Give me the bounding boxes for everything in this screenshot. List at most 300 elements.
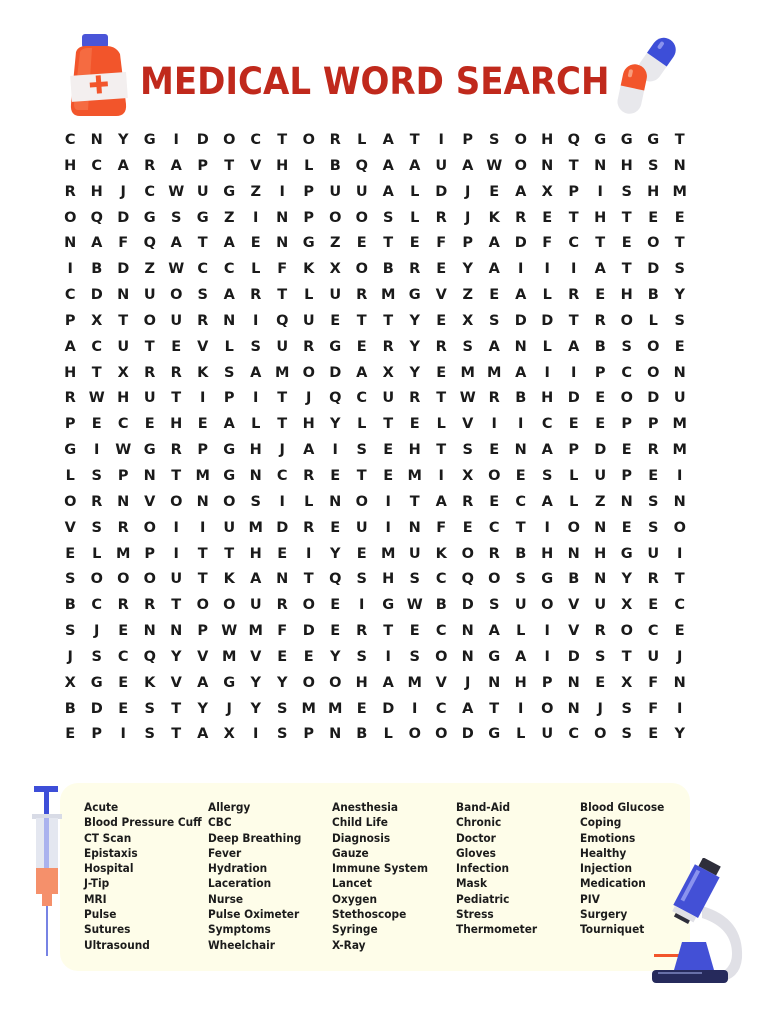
grid-cell[interactable]: I xyxy=(385,493,391,510)
grid-cell[interactable]: S xyxy=(277,700,288,717)
grid-cell[interactable]: N xyxy=(276,235,289,252)
grid-cell[interactable]: F xyxy=(277,623,288,640)
grid-cell[interactable]: D xyxy=(302,623,315,640)
grid-cell[interactable]: V xyxy=(462,416,474,433)
grid-cell[interactable]: B xyxy=(435,597,447,614)
grid-cell[interactable]: H xyxy=(541,132,554,148)
grid-cell[interactable]: A xyxy=(488,261,500,278)
grid-cell[interactable]: P xyxy=(647,416,659,433)
grid-cell[interactable]: H xyxy=(541,390,554,407)
grid-cell[interactable]: T xyxy=(197,235,208,252)
grid-cell[interactable]: S xyxy=(409,571,420,588)
grid-cell[interactable]: E xyxy=(409,235,420,252)
grid-cell[interactable]: Q xyxy=(143,235,156,252)
grid-cell[interactable]: Y xyxy=(409,364,420,381)
grid-cell[interactable]: I xyxy=(200,390,206,407)
grid-cell[interactable]: H xyxy=(594,545,607,562)
grid-cell[interactable]: L xyxy=(251,261,261,278)
grid-cell[interactable]: R xyxy=(170,364,182,381)
grid-cell[interactable]: D xyxy=(90,287,103,304)
grid-cell[interactable]: R xyxy=(356,287,368,304)
grid-cell[interactable]: A xyxy=(462,700,474,717)
grid-cell[interactable]: P xyxy=(91,726,103,743)
grid-cell[interactable]: C xyxy=(541,416,553,433)
grid-cell[interactable]: H xyxy=(64,157,77,174)
grid-cell[interactable]: E xyxy=(330,623,341,640)
grid-cell[interactable]: O xyxy=(302,364,315,381)
grid-cell[interactable]: H xyxy=(276,157,289,174)
grid-cell[interactable]: C xyxy=(117,648,129,665)
grid-cell[interactable]: O xyxy=(143,312,156,329)
grid-cell[interactable]: O xyxy=(435,726,448,743)
grid-cell[interactable]: H xyxy=(514,674,527,691)
grid-cell[interactable]: U xyxy=(196,183,209,200)
grid-cell[interactable]: E xyxy=(621,235,632,252)
grid-cell[interactable]: U xyxy=(514,597,527,614)
grid-cell[interactable]: O xyxy=(302,132,315,148)
grid-cell[interactable]: T xyxy=(277,287,288,304)
grid-cell[interactable]: X xyxy=(223,726,235,743)
grid-cell[interactable]: C xyxy=(64,132,76,148)
grid-cell[interactable]: F xyxy=(118,235,129,252)
grid-cell[interactable]: V xyxy=(170,674,182,691)
grid-cell[interactable]: M xyxy=(672,442,687,459)
grid-cell[interactable]: C xyxy=(488,519,500,536)
grid-cell[interactable]: S xyxy=(91,648,102,665)
grid-cell[interactable]: L xyxy=(569,493,579,510)
grid-cell[interactable]: Z xyxy=(223,209,235,226)
grid-cell[interactable]: A xyxy=(382,183,394,200)
grid-cell[interactable]: G xyxy=(302,235,315,252)
grid-cell[interactable]: U xyxy=(329,183,342,200)
grid-cell[interactable]: S xyxy=(515,571,526,588)
grid-cell[interactable]: R xyxy=(594,623,606,640)
grid-cell[interactable]: V xyxy=(250,648,262,665)
grid-cell[interactable]: D xyxy=(647,261,660,278)
grid-cell[interactable]: T xyxy=(144,338,155,355)
grid-cell[interactable]: Q xyxy=(355,157,368,174)
grid-cell[interactable]: S xyxy=(144,700,155,717)
grid-cell[interactable]: B xyxy=(91,261,103,278)
grid-cell[interactable]: E xyxy=(277,545,288,562)
grid-cell[interactable]: E xyxy=(621,442,632,459)
grid-cell[interactable]: O xyxy=(673,519,686,536)
grid-cell[interactable]: S xyxy=(65,571,76,588)
grid-cell[interactable]: N xyxy=(514,338,527,355)
grid-cell[interactable]: C xyxy=(356,390,368,407)
grid-cell[interactable]: S xyxy=(197,287,208,304)
grid-cell[interactable]: H xyxy=(64,364,77,381)
grid-cell[interactable]: N xyxy=(673,493,686,510)
grid-cell[interactable]: I xyxy=(677,545,683,562)
grid-cell[interactable]: U xyxy=(302,312,315,329)
grid-cell[interactable]: G xyxy=(143,442,156,459)
grid-cell[interactable]: A xyxy=(435,493,447,510)
grid-cell[interactable]: A xyxy=(197,674,209,691)
grid-cell[interactable]: E xyxy=(436,364,447,381)
grid-cell[interactable]: O xyxy=(170,287,183,304)
grid-cell[interactable]: Y xyxy=(277,674,288,691)
grid-cell[interactable]: R xyxy=(91,493,103,510)
grid-cell[interactable]: I xyxy=(306,545,312,562)
grid-cell[interactable]: N xyxy=(673,157,686,174)
grid-cell[interactable]: E xyxy=(648,726,659,743)
grid-cell[interactable]: O xyxy=(488,467,501,484)
grid-cell[interactable]: R xyxy=(117,519,129,536)
grid-cell[interactable]: U xyxy=(223,519,236,536)
grid-cell[interactable]: I xyxy=(438,132,444,148)
grid-cell[interactable]: X xyxy=(329,261,341,278)
grid-cell[interactable]: I xyxy=(120,726,126,743)
grid-cell[interactable]: D xyxy=(567,648,580,665)
grid-cell[interactable]: E xyxy=(462,519,473,536)
grid-cell[interactable]: E xyxy=(489,493,500,510)
grid-cell[interactable]: I xyxy=(200,519,206,536)
grid-cell[interactable]: E xyxy=(330,519,341,536)
grid-cell[interactable]: T xyxy=(436,390,447,407)
grid-cell[interactable]: N xyxy=(514,442,527,459)
grid-cell[interactable]: W xyxy=(168,183,185,200)
grid-cell[interactable]: C xyxy=(117,416,129,433)
grid-cell[interactable]: O xyxy=(355,261,368,278)
grid-cell[interactable]: U xyxy=(276,338,289,355)
grid-cell[interactable]: E xyxy=(118,700,129,717)
grid-cell[interactable]: R xyxy=(409,390,421,407)
grid-cell[interactable]: P xyxy=(621,416,633,433)
grid-cell[interactable]: J xyxy=(226,700,232,717)
grid-cell[interactable]: Y xyxy=(197,700,208,717)
grid-cell[interactable]: L xyxy=(304,287,314,304)
grid-cell[interactable]: F xyxy=(648,674,659,691)
grid-cell[interactable]: D xyxy=(461,726,474,743)
grid-cell[interactable]: B xyxy=(515,390,527,407)
grid-cell[interactable]: I xyxy=(518,261,524,278)
grid-cell[interactable]: R xyxy=(170,442,182,459)
grid-cell[interactable]: G xyxy=(223,183,236,200)
grid-cell[interactable]: B xyxy=(64,597,76,614)
grid-cell[interactable]: S xyxy=(674,312,685,329)
grid-cell[interactable]: M xyxy=(672,416,687,433)
grid-cell[interactable]: F xyxy=(542,235,553,252)
grid-cell[interactable]: L xyxy=(542,287,552,304)
grid-cell[interactable]: E xyxy=(489,287,500,304)
grid-cell[interactable]: L xyxy=(516,623,526,640)
grid-cell[interactable]: G xyxy=(223,674,236,691)
grid-cell[interactable]: I xyxy=(385,648,391,665)
grid-cell[interactable]: E xyxy=(330,467,341,484)
grid-cell[interactable]: A xyxy=(515,183,527,200)
grid-cell[interactable]: P xyxy=(197,442,209,459)
grid-cell[interactable]: I xyxy=(332,442,338,459)
grid-cell[interactable]: Q xyxy=(329,390,342,407)
grid-cell[interactable]: A xyxy=(382,674,394,691)
grid-cell[interactable]: L xyxy=(92,545,102,562)
grid-cell[interactable]: O xyxy=(196,597,209,614)
grid-cell[interactable]: S xyxy=(674,261,685,278)
grid-cell[interactable]: O xyxy=(302,597,315,614)
grid-cell[interactable]: B xyxy=(647,287,659,304)
grid-cell[interactable]: N xyxy=(567,545,580,562)
grid-cell[interactable]: T xyxy=(171,726,182,743)
grid-cell[interactable]: A xyxy=(197,726,209,743)
grid-cell[interactable]: Q xyxy=(329,571,342,588)
grid-cell[interactable]: E xyxy=(595,390,606,407)
grid-cell[interactable]: E xyxy=(197,416,208,433)
grid-cell[interactable]: F xyxy=(436,519,447,536)
grid-cell[interactable]: O xyxy=(514,132,527,148)
grid-cell[interactable]: U xyxy=(594,467,607,484)
grid-cell[interactable]: E xyxy=(674,623,685,640)
grid-cell[interactable]: C xyxy=(568,726,580,743)
grid-cell[interactable]: M xyxy=(407,674,422,691)
grid-cell[interactable]: A xyxy=(568,338,580,355)
grid-cell[interactable]: U xyxy=(170,571,183,588)
grid-cell[interactable]: T xyxy=(568,209,579,226)
grid-cell[interactable]: R xyxy=(435,209,447,226)
grid-cell[interactable]: N xyxy=(276,209,289,226)
grid-cell[interactable]: R xyxy=(197,312,209,329)
grid-cell[interactable]: R xyxy=(64,183,76,200)
grid-cell[interactable]: U xyxy=(329,287,342,304)
grid-cell[interactable]: Y xyxy=(330,545,341,562)
grid-cell[interactable]: E xyxy=(118,674,129,691)
grid-cell[interactable]: T xyxy=(436,442,447,459)
grid-cell[interactable]: T xyxy=(356,467,367,484)
grid-cell[interactable]: Z xyxy=(329,235,341,252)
grid-cell[interactable]: V xyxy=(568,597,580,614)
grid-cell[interactable]: I xyxy=(359,597,365,614)
grid-cell[interactable]: T xyxy=(383,312,394,329)
grid-cell[interactable]: C xyxy=(91,157,103,174)
grid-cell[interactable]: T xyxy=(277,416,288,433)
grid-cell[interactable]: S xyxy=(356,571,367,588)
grid-cell[interactable]: X xyxy=(382,364,394,381)
grid-cell[interactable]: E xyxy=(65,726,76,743)
grid-cell[interactable]: E xyxy=(595,416,606,433)
grid-cell[interactable]: O xyxy=(64,209,77,226)
grid-cell[interactable]: N xyxy=(249,467,262,484)
grid-cell[interactable]: X xyxy=(64,674,76,691)
grid-cell[interactable]: P xyxy=(568,442,580,459)
grid-cell[interactable]: P xyxy=(64,416,76,433)
grid-cell[interactable]: O xyxy=(647,364,660,381)
grid-cell[interactable]: B xyxy=(64,700,76,717)
grid-cell[interactable]: Q xyxy=(90,209,103,226)
grid-cell[interactable]: S xyxy=(91,519,102,536)
grid-cell[interactable]: R xyxy=(303,519,315,536)
grid-cell[interactable]: U xyxy=(170,312,183,329)
grid-cell[interactable]: A xyxy=(250,571,262,588)
grid-cell[interactable]: I xyxy=(253,312,259,329)
grid-cell[interactable]: E xyxy=(489,442,500,459)
grid-cell[interactable]: T xyxy=(409,493,420,510)
grid-cell[interactable]: A xyxy=(541,442,553,459)
grid-cell[interactable]: U xyxy=(435,157,448,174)
grid-cell[interactable]: N xyxy=(567,674,580,691)
grid-cell[interactable]: H xyxy=(541,545,554,562)
grid-cell[interactable]: I xyxy=(173,545,179,562)
grid-cell[interactable]: E xyxy=(277,648,288,665)
grid-cell[interactable]: R xyxy=(515,209,527,226)
grid-cell[interactable]: U xyxy=(673,390,686,407)
grid-cell[interactable]: N xyxy=(329,726,342,743)
grid-cell[interactable]: T xyxy=(303,571,314,588)
grid-cell[interactable]: T xyxy=(171,597,182,614)
grid-cell[interactable]: U xyxy=(647,648,660,665)
grid-cell[interactable]: T xyxy=(383,235,394,252)
grid-cell[interactable]: M xyxy=(195,467,210,484)
grid-cell[interactable]: O xyxy=(620,390,633,407)
grid-cell[interactable]: T xyxy=(197,571,208,588)
grid-cell[interactable]: V xyxy=(197,338,209,355)
grid-cell[interactable]: P xyxy=(64,312,76,329)
grid-cell[interactable]: A xyxy=(594,261,606,278)
grid-cell[interactable]: R xyxy=(647,442,659,459)
grid-cell[interactable]: N xyxy=(408,519,421,536)
grid-cell[interactable]: D xyxy=(90,700,103,717)
grid-cell[interactable]: A xyxy=(488,338,500,355)
grid-cell[interactable]: J xyxy=(120,183,126,200)
grid-cell[interactable]: M xyxy=(301,700,316,717)
grid-cell[interactable]: M xyxy=(328,700,343,717)
grid-cell[interactable]: I xyxy=(253,390,259,407)
grid-cell[interactable]: Y xyxy=(674,287,685,304)
grid-cell[interactable]: E xyxy=(568,416,579,433)
grid-cell[interactable]: Z xyxy=(144,261,155,278)
grid-cell[interactable]: T xyxy=(409,132,420,148)
grid-cell[interactable]: G xyxy=(143,209,156,226)
grid-cell[interactable]: N xyxy=(620,493,633,510)
grid-cell[interactable]: L xyxy=(542,338,552,355)
grid-cell[interactable]: J xyxy=(279,442,285,459)
grid-cell[interactable]: P xyxy=(594,364,606,381)
grid-cell[interactable]: O xyxy=(117,571,130,588)
grid-cell[interactable]: W xyxy=(221,623,238,640)
grid-cell[interactable]: Y xyxy=(330,648,341,665)
grid-cell[interactable]: T xyxy=(621,209,632,226)
grid-cell[interactable]: N xyxy=(594,519,607,536)
grid-cell[interactable]: G xyxy=(408,287,421,304)
grid-cell[interactable]: L xyxy=(516,726,526,743)
grid-cell[interactable]: J xyxy=(306,390,312,407)
grid-cell[interactable]: M xyxy=(222,648,237,665)
grid-cell[interactable]: N xyxy=(196,493,209,510)
grid-cell[interactable]: S xyxy=(356,648,367,665)
grid-cell[interactable]: I xyxy=(518,700,524,717)
grid-cell[interactable]: O xyxy=(143,519,156,536)
grid-cell[interactable]: A xyxy=(223,416,235,433)
grid-cell[interactable]: O xyxy=(355,209,368,226)
grid-cell[interactable]: K xyxy=(303,261,315,278)
grid-cell[interactable]: S xyxy=(171,209,182,226)
grid-cell[interactable]: N xyxy=(329,493,342,510)
grid-cell[interactable]: T xyxy=(489,700,500,717)
grid-cell[interactable]: L xyxy=(648,312,658,329)
grid-cell[interactable]: N xyxy=(170,623,183,640)
grid-cell[interactable]: K xyxy=(488,209,500,226)
grid-cell[interactable]: M xyxy=(672,183,687,200)
grid-cell[interactable]: E xyxy=(409,416,420,433)
grid-cell[interactable]: I xyxy=(279,183,285,200)
grid-cell[interactable]: N xyxy=(594,157,607,174)
grid-cell[interactable]: D xyxy=(461,597,474,614)
grid-cell[interactable]: E xyxy=(542,209,553,226)
grid-cell[interactable]: P xyxy=(117,467,129,484)
grid-cell[interactable]: P xyxy=(303,209,315,226)
grid-cell[interactable]: G xyxy=(90,674,103,691)
grid-cell[interactable]: T xyxy=(91,364,102,381)
grid-cell[interactable]: O xyxy=(90,571,103,588)
grid-cell[interactable]: R xyxy=(276,597,288,614)
grid-cell[interactable]: O xyxy=(647,338,660,355)
grid-cell[interactable]: U xyxy=(541,726,554,743)
grid-cell[interactable]: E xyxy=(648,209,659,226)
grid-cell[interactable]: D xyxy=(382,700,395,717)
grid-cell[interactable]: T xyxy=(674,235,685,252)
grid-cell[interactable]: O xyxy=(170,493,183,510)
grid-cell[interactable]: K xyxy=(144,674,156,691)
grid-cell[interactable]: N xyxy=(567,700,580,717)
grid-cell[interactable]: T xyxy=(674,571,685,588)
grid-cell[interactable]: G xyxy=(143,132,156,148)
grid-cell[interactable]: E xyxy=(356,700,367,717)
grid-cell[interactable]: W xyxy=(459,390,476,407)
grid-cell[interactable]: G xyxy=(329,338,342,355)
grid-cell[interactable]: U xyxy=(382,390,395,407)
grid-cell[interactable]: V xyxy=(568,623,580,640)
grid-cell[interactable]: S xyxy=(595,648,606,665)
grid-cell[interactable]: H xyxy=(249,545,262,562)
grid-cell[interactable]: G xyxy=(620,132,633,148)
grid-cell[interactable]: N xyxy=(594,571,607,588)
grid-cell[interactable]: Y xyxy=(621,571,632,588)
grid-cell[interactable]: C xyxy=(435,700,447,717)
grid-cell[interactable]: G xyxy=(488,726,501,743)
grid-cell[interactable]: T xyxy=(621,648,632,665)
grid-cell[interactable]: T xyxy=(356,312,367,329)
grid-cell[interactable]: I xyxy=(94,442,100,459)
grid-cell[interactable]: O xyxy=(408,726,421,743)
grid-cell[interactable]: U xyxy=(355,519,368,536)
grid-cell[interactable]: P xyxy=(541,674,553,691)
grid-cell[interactable]: U xyxy=(647,545,660,562)
grid-cell[interactable]: A xyxy=(303,442,315,459)
grid-cell[interactable]: M xyxy=(275,364,290,381)
grid-cell[interactable]: T xyxy=(197,545,208,562)
grid-cell[interactable]: E xyxy=(91,416,102,433)
grid-cell[interactable]: D xyxy=(514,235,527,252)
grid-cell[interactable]: L xyxy=(569,467,579,484)
grid-cell[interactable]: E xyxy=(118,623,129,640)
grid-cell[interactable]: A xyxy=(356,364,368,381)
grid-cell[interactable]: Q xyxy=(461,571,474,588)
grid-cell[interactable]: D xyxy=(435,183,448,200)
grid-cell[interactable]: S xyxy=(489,597,500,614)
grid-cell[interactable]: S xyxy=(462,338,473,355)
grid-cell[interactable]: L xyxy=(304,493,314,510)
grid-cell[interactable]: B xyxy=(329,157,341,174)
grid-cell[interactable]: P xyxy=(197,157,209,174)
grid-cell[interactable]: C xyxy=(223,261,235,278)
grid-cell[interactable]: N xyxy=(673,674,686,691)
grid-cell[interactable]: I xyxy=(544,648,550,665)
grid-cell[interactable]: M xyxy=(248,623,263,640)
grid-cell[interactable]: C xyxy=(647,623,659,640)
grid-cell[interactable]: E xyxy=(356,235,367,252)
grid-cell[interactable]: Y xyxy=(250,674,261,691)
grid-cell[interactable]: T xyxy=(277,390,288,407)
grid-cell[interactable]: O xyxy=(223,597,236,614)
